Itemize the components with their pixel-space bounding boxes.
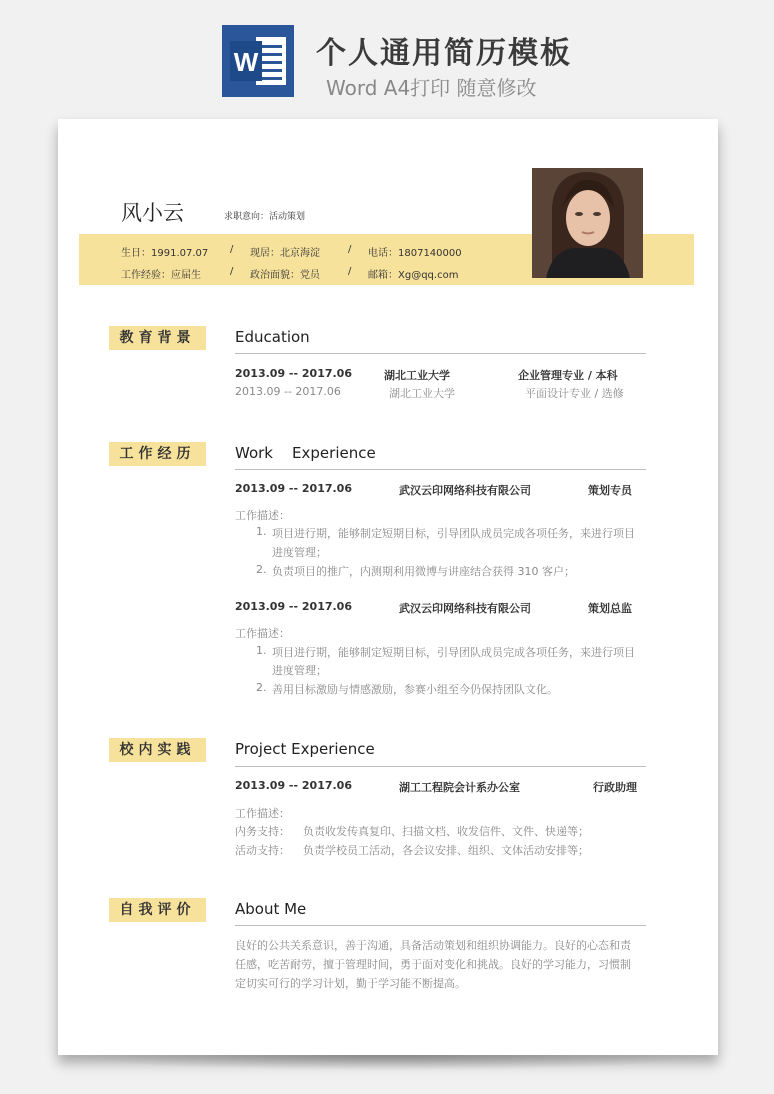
email: 邮箱：Xg@qq.com: [368, 270, 459, 281]
separator: /: [230, 244, 234, 255]
list-item: 善用目标激励与情感激励，参赛小组至今仍保持团队文化。: [272, 683, 558, 696]
section-tag-work: 工作经历: [109, 442, 206, 466]
list-number: 2.: [256, 563, 267, 576]
portrait-photo: [532, 168, 643, 278]
birthday: 生日：1991.07.07: [121, 248, 209, 259]
section-title-education: Education: [235, 328, 310, 346]
section-tag-education: 教育背景: [109, 326, 206, 350]
section-tag-about: 自我评价: [109, 898, 206, 922]
job-intent: 求职意向：活动策划: [224, 212, 306, 222]
job-period: 2013.09 -- 2017.06: [235, 600, 352, 613]
section-title-about: About Me: [235, 900, 307, 918]
edu-major: 平面设计专业 / 选修: [525, 387, 624, 400]
list-item: 进度管理；: [272, 546, 327, 559]
work-years: 工作经验：应届生: [121, 270, 201, 281]
page-shadow: [70, 1055, 706, 1071]
banner-subtitle: Word A4打印 随意修改: [326, 76, 537, 100]
about-text: 定切实可行的学习计划，勤于学习能不断提高。: [235, 977, 466, 990]
job-role: 策划总监: [588, 602, 632, 615]
section-tag-project: 校内实践: [109, 738, 206, 762]
project-line-key: 内务支持：: [235, 825, 290, 838]
project-line-key: 活动支持：: [235, 844, 290, 857]
separator: /: [348, 244, 352, 255]
edu-period: 2013.09 -- 2017.06: [235, 385, 341, 398]
job-company: 武汉云印网络科技有限公司: [399, 484, 531, 497]
project-period: 2013.09 -- 2017.06: [235, 779, 352, 792]
separator: /: [230, 266, 234, 277]
list-number: 1.: [256, 525, 267, 538]
word-icon: [222, 25, 294, 97]
list-number: 1.: [256, 644, 267, 657]
list-number: 2.: [256, 681, 267, 694]
project-line-value: 负责学校员工活动，各会议安排、组织、文体活动安排等；: [303, 844, 589, 857]
phone: 电话：1807140000: [368, 248, 462, 259]
project-line-value: 负责收发传真复印、扫描文档、收发信件、文件、快递等；: [303, 825, 589, 838]
list-item: 负责项目的推广，内测期利用微博与讲座结合获得 310 客户；: [272, 565, 575, 578]
job-period: 2013.09 -- 2017.06: [235, 482, 352, 495]
edu-major: 企业管理专业 / 本科: [518, 369, 618, 382]
section-divider: [235, 353, 646, 354]
section-divider: [235, 925, 646, 926]
section-title-work: Work Experience: [235, 444, 376, 462]
word-logo-letter: W: [233, 47, 259, 77]
section-divider: [235, 469, 646, 470]
list-item: 项目进行期，能够制定短期目标，引导团队成员完成各项任务，来进行项目: [272, 646, 635, 659]
project-role: 行政助理: [593, 781, 637, 794]
about-text: 任感，吃苦耐劳，擅于管理时间，勇于面对变化和挑战。良好的学习能力，习惯制: [235, 958, 631, 971]
about-text: 良好的公共关系意识，善于沟通，具备活动策划和组织协调能力。良好的心态和责: [235, 939, 631, 952]
project-org: 湖工工程院会计系办公室: [399, 781, 520, 794]
banner-title: 个人通用简历模板: [316, 36, 572, 71]
job-desc-label: 工作描述：: [235, 627, 290, 640]
list-item: 项目进行期，能够制定短期目标，引导团队成员完成各项任务，来进行项目: [272, 527, 635, 540]
project-desc-label: 工作描述：: [235, 807, 290, 820]
resume-page: [58, 119, 718, 1055]
separator: /: [348, 266, 352, 277]
edu-school: 湖北工业大学: [384, 369, 450, 382]
residence: 现居：北京海淀: [250, 248, 320, 259]
section-title-project: Project Experience: [235, 740, 375, 758]
political-status: 政治面貌：党员: [250, 270, 320, 281]
section-divider: [235, 766, 646, 767]
candidate-name: 风小云: [121, 201, 184, 225]
edu-period: 2013.09 -- 2017.06: [235, 367, 352, 380]
job-role: 策划专员: [588, 484, 632, 497]
edu-school: 湖北工业大学: [389, 387, 455, 400]
job-desc-label: 工作描述：: [235, 509, 290, 522]
job-company: 武汉云印网络科技有限公司: [399, 602, 531, 615]
list-item: 进度管理；: [272, 664, 327, 677]
